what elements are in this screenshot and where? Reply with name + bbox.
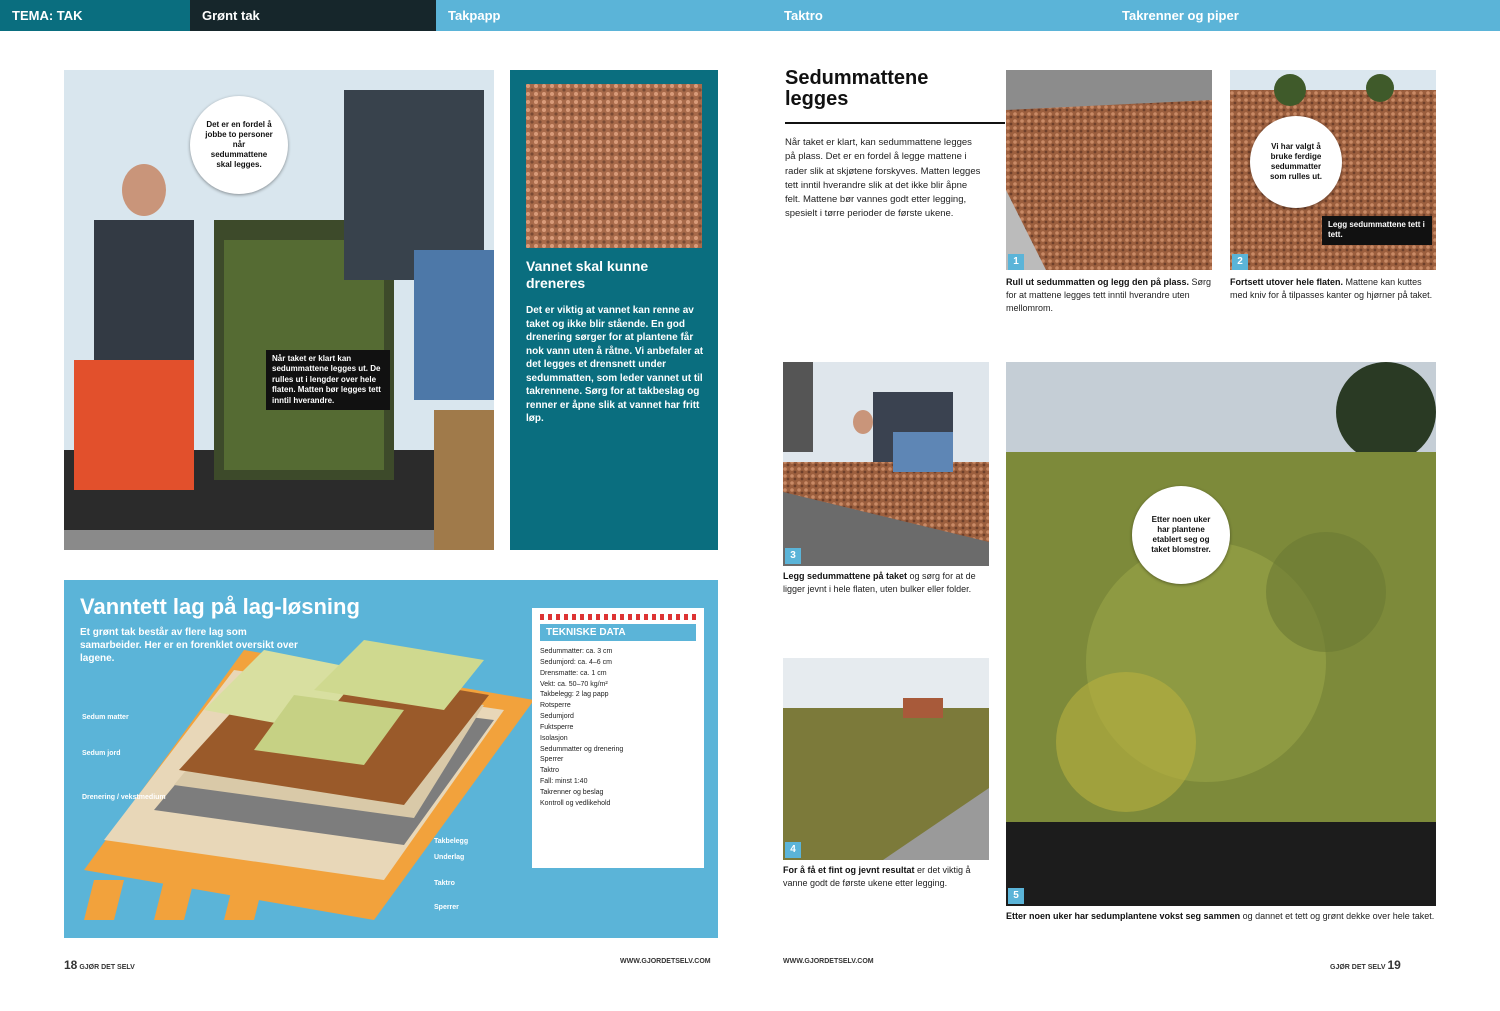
spec-item: Sperrer <box>540 756 564 764</box>
footer-magazine: GJØR DET SELV <box>79 964 135 971</box>
nav-tab-takpapp[interactable]: Takpapp <box>448 8 501 23</box>
step-text: og sørg for at de ligger jevnt i hele flaten, uten bulker eller folder. <box>783 571 976 595</box>
spec-item: Fall: minst 1:40 <box>540 778 588 786</box>
step-caption-1 <box>1006 276 1212 315</box>
footer-right <box>1330 958 1401 972</box>
step-badge-2: 2 <box>1232 254 1248 270</box>
step-text: Mattene kan kuttes med kniv for å tilpasses kanter og hjørner på taket. <box>1230 277 1433 301</box>
diagram-subtitle: Et grønt tak består av flere lag som samarbeider. Her er en forenklet oversikt over lagene. <box>80 627 298 664</box>
step-caption-3 <box>783 570 989 596</box>
nav-tab-taktro[interactable]: Taktro <box>784 8 823 23</box>
label-drenering: Drenering / vekstmedium <box>82 794 166 801</box>
drainage-info-box <box>510 70 718 550</box>
spec-item: Sedummatter: ca. 3 cm <box>540 648 613 655</box>
step-badge-5: 5 <box>1008 888 1024 904</box>
footer-magazine: GJØR DET SELV <box>1330 964 1386 971</box>
spec-item: Sedumjord: ca. 4–6 cm <box>540 658 612 666</box>
spec-item: Kontroll og vedlikehold <box>540 799 611 807</box>
spec-title: TEKNISKE DATA <box>540 624 696 641</box>
footer-url-right[interactable]: WWW.GJORDETSELV.COM <box>783 958 874 965</box>
photo-step-4 <box>783 658 989 860</box>
spec-list <box>540 647 696 810</box>
step-text: er det viktig å vanne godt de første ukene etter legging. <box>783 865 971 889</box>
step-lead: Legg sedummattene på taket <box>783 571 908 581</box>
photo-gravel-closeup <box>526 84 702 248</box>
speech-bubble-tip: Det er en fordel å jobbe to personer når sedummattene skal legges. <box>190 96 288 194</box>
spec-item: Takbelegg: 2 lag papp <box>540 691 609 699</box>
top-nav <box>0 0 1500 31</box>
step-badge-3: 3 <box>785 548 801 564</box>
spec-panel <box>532 608 704 868</box>
spec-item: Rotsperre <box>540 702 571 710</box>
step-lead: For å få et fint og jevnt resultat <box>783 865 915 875</box>
step-text: og dannet et tett og grønt dekke over hele taket. <box>1242 911 1435 921</box>
spec-item: Isolasjon <box>540 734 568 742</box>
spec-item: Sedumjord <box>540 713 574 721</box>
label-sedum-matter: Sedum matter <box>82 714 129 721</box>
spec-item: Drensmatte: ca. 1 cm <box>540 669 607 677</box>
speech-bubble-step-5: Etter noen uker har plantene etablert seg og taket blomstrer. <box>1132 486 1230 584</box>
spec-item: Vekt: ca. 50–70 kg/m² <box>540 680 608 688</box>
step-text: Sørg for at mattene legges tett inntil hverandre uten mellomrom. <box>1006 277 1212 314</box>
step-lead: Etter noen uker har sedumplantene vokst seg sammen <box>1006 911 1241 921</box>
label-takbelegg: Takbelegg <box>434 838 469 845</box>
label-sedum-jord: Sedum jord <box>82 750 121 757</box>
spec-border-decoration <box>540 614 696 620</box>
step-lead: Fortsett utover hele flaten. <box>1230 277 1344 287</box>
spec-item: Fuktsperre <box>540 723 574 731</box>
label-sperrer: Sperrer <box>434 904 459 911</box>
footer-url-left[interactable]: WWW.GJORDETSELV.COM <box>620 958 711 965</box>
photo-step-1 <box>1006 70 1212 270</box>
step-badge-4: 4 <box>785 842 801 858</box>
page-title: Sedummattene legges <box>785 67 929 110</box>
photo-step-3 <box>783 362 989 566</box>
step-caption-4 <box>783 864 989 890</box>
drainage-heading: Vannet skal kunne dreneres <box>526 258 649 291</box>
layer-diagram <box>64 580 718 938</box>
title-rule <box>785 122 1005 124</box>
diagram-title: Vanntett lag på lag-løsning <box>80 594 360 619</box>
page-number: 19 <box>1387 958 1401 972</box>
footer-left <box>64 958 135 972</box>
photo-step-5 <box>1006 362 1436 906</box>
photo-caption-step-2: Legg sedummattene tett i tett. <box>1322 216 1432 245</box>
nav-tab-tema[interactable]: TEMA: TAK <box>0 0 190 31</box>
spec-item: Taktro <box>540 767 560 775</box>
label-taktro: Taktro <box>434 880 455 887</box>
speech-bubble-step-2: Vi har valgt å bruke ferdige sedummatter som rulles ut. <box>1250 116 1342 208</box>
page-number: 18 <box>64 958 78 972</box>
spec-item: Sedummatter og drenering <box>540 745 624 753</box>
photo-caption: Når taket er klart kan sedummattene legges ut. De rulles ut i lengder over hele flaten. Matten bør legges tett inntil hverandre. <box>266 350 390 410</box>
nav-tab-gront-tak[interactable]: Grønt tak <box>190 0 436 31</box>
step-caption-2 <box>1230 276 1436 302</box>
nav-tab-takrenner[interactable]: Takrenner og piper <box>1122 8 1239 23</box>
label-underlag: Underlag <box>434 854 465 861</box>
step-lead: Rull ut sedummatten og legg den på plass. <box>1006 277 1190 287</box>
spec-item: Takrenner og beslag <box>540 788 604 796</box>
step-badge-1: 1 <box>1008 254 1024 270</box>
intro-text: Når taket er klart, kan sedummattene legges på plass. Det er en fordel å legge mattene i rader slik at skjøtene forskyves. Matten legges tett inntil hverandre slik at det ikke blir åpne felt. Mattene bør vannes godt etter legging, spesielt i tørre perioder de første ukene. <box>785 137 981 220</box>
step-caption-5 <box>1006 910 1436 923</box>
drainage-body: Det er viktig at vannet kan renne av taket og ikke blir stående. En god drenering sørger for at plantene får nok vann uten å råtne. Vi anbefaler at det legges et drensnett under sedummatten, som leder vannet ut til takrennene. Sørg for at takbeslag og renner er åpne slik at vannet har fritt løp. <box>526 305 704 424</box>
